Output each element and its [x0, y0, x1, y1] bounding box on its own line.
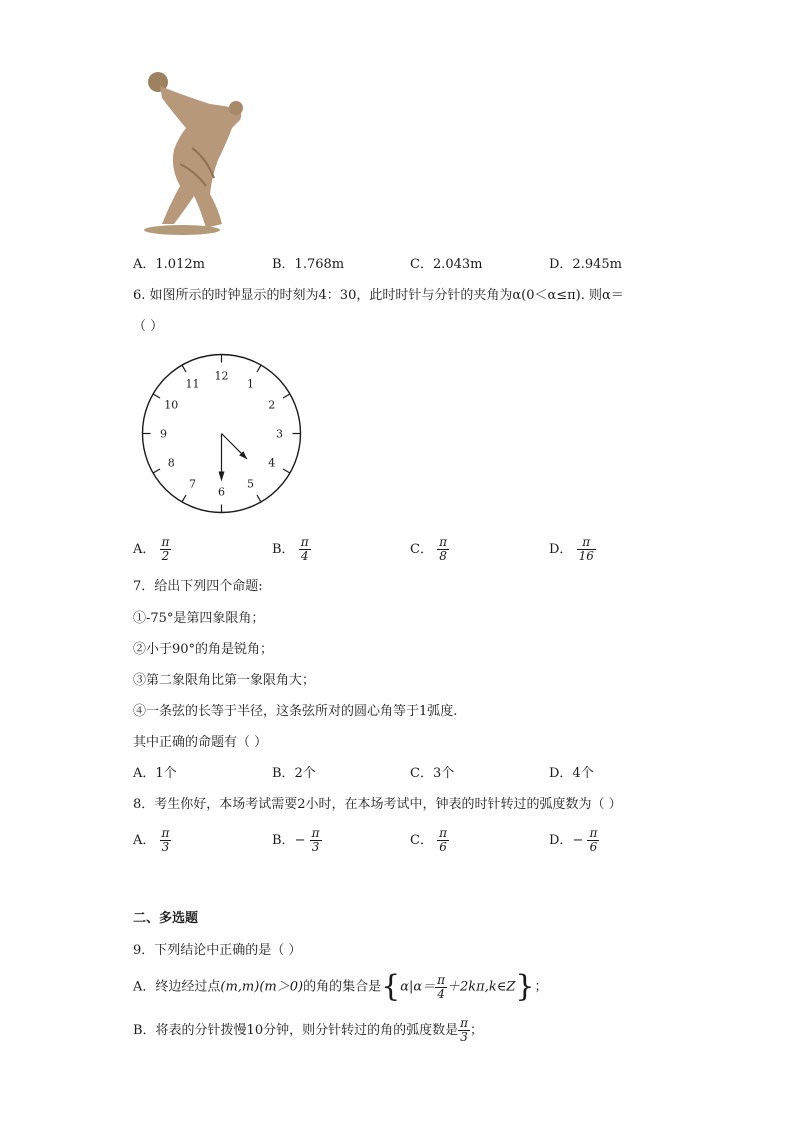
q7-option-d[interactable]: D．4个 — [549, 766, 594, 781]
q7-question: 其中正确的命题有（ ） — [133, 735, 268, 750]
numerator: π — [300, 535, 309, 549]
denominator: 4 — [437, 986, 445, 1001]
denominator: 16 — [578, 549, 594, 563]
right-brace: } — [515, 969, 535, 1004]
q7-stem: 7．给出下列四个命题: — [133, 579, 263, 594]
q7-item-3: ③第二象限角比第一象限角大； — [133, 673, 316, 688]
q8-stem: 8．考生你好，本场考试需要2小时，在本场考试中，钟表的时针转过的弧度数为（ ） — [133, 797, 622, 812]
numerator: π — [589, 826, 598, 840]
q6-option-b-label: B． — [272, 542, 295, 557]
clock-number: 10 — [164, 398, 179, 412]
q6-option-d-label: D． — [549, 542, 573, 557]
clock-number: 7 — [189, 477, 196, 491]
q9-a-set-rhs: ＋2kπ,k∈Z — [447, 979, 516, 995]
q6-option-d[interactable] — [549, 536, 596, 563]
q8-option-c-label: C． — [410, 833, 433, 848]
q7-item-1: ①-75°是第四象限角； — [133, 611, 265, 626]
q5-option-b[interactable]: B．1.768m — [272, 257, 345, 272]
numerator: π — [577, 536, 596, 550]
q9-b-end: ； — [470, 1023, 484, 1038]
q9-option-a[interactable] — [133, 969, 548, 1004]
q9-b-fraction — [458, 1017, 470, 1044]
denominator: 6 — [589, 840, 598, 854]
left-brace: { — [381, 969, 401, 1004]
q9-stem: 9．下列结论中正确的是（ ） — [133, 943, 302, 958]
numerator: π — [437, 972, 446, 987]
numerator: π — [439, 535, 447, 549]
numerator: π — [161, 826, 170, 840]
denominator: 8 — [439, 549, 447, 563]
section-title-multiple-choice: 二、多选题 — [133, 911, 199, 926]
clock-number: 6 — [218, 485, 225, 499]
denominator: 3 — [311, 840, 320, 854]
sign: − — [294, 833, 306, 848]
q9-b-text: B．将表的分针拨慢10分钟，则分针转过的角的弧度数是 — [133, 1023, 459, 1038]
clock-number: 9 — [160, 427, 167, 441]
q6-option-c-label: C． — [410, 542, 433, 557]
q6-option-a[interactable] — [133, 536, 171, 563]
q7-item-2: ②小于90°的角是锐角； — [133, 642, 274, 657]
q8-option-b[interactable] — [272, 827, 322, 854]
clock-number: 1 — [247, 377, 254, 391]
numerator: π — [460, 1016, 468, 1030]
denominator: 6 — [439, 840, 447, 854]
q7-item-4: ④一条弦的长等于半径，这条弦所对的圆心角等于1弧度. — [133, 704, 458, 719]
discobolus-statue-image — [140, 68, 252, 236]
q8-option-a-fraction — [160, 827, 172, 854]
q8-option-b-label: B． — [272, 833, 295, 848]
denominator: 3 — [460, 1030, 468, 1044]
q9-a-text2: 的角的集合是 — [303, 979, 382, 995]
q5-option-c[interactable]: C．2.043m — [410, 257, 483, 272]
denominator: 2 — [161, 549, 170, 563]
q9-a-end: ； — [534, 979, 548, 995]
clock-figure — [140, 352, 303, 515]
q7-option-b[interactable]: B．2个 — [272, 766, 316, 781]
q9-a-point: (m,m)(m＞0) — [220, 979, 304, 995]
q8-option-b-fraction — [310, 827, 322, 854]
q9-a-set-lhs: α|α＝ — [400, 979, 436, 995]
q6-option-b-fraction — [299, 536, 311, 563]
q6-option-b[interactable] — [272, 536, 311, 563]
sign: − — [572, 833, 584, 848]
q5-option-d[interactable]: D．2.945m — [549, 257, 622, 272]
q6-paren: （ ） — [133, 319, 164, 334]
numerator: π — [311, 826, 320, 840]
q9-a-text: A．终边经过点 — [133, 979, 221, 995]
clock-number: 12 — [214, 369, 229, 383]
clock-number: 2 — [268, 398, 276, 412]
q8-option-d-label: D． — [549, 833, 573, 848]
q8-option-c[interactable] — [410, 827, 449, 854]
q7-option-c[interactable]: C．3个 — [410, 766, 455, 781]
q6-option-a-label: A． — [133, 542, 156, 557]
q8-option-c-fraction — [437, 827, 449, 854]
denominator: 3 — [161, 840, 170, 854]
numerator: π — [439, 826, 447, 840]
q9-a-fraction — [435, 974, 447, 1001]
q8-option-d[interactable] — [549, 827, 599, 854]
q9-option-b[interactable] — [133, 1016, 483, 1046]
clock-number: 11 — [185, 377, 200, 391]
numerator: π — [161, 535, 170, 549]
clock-number: 3 — [276, 427, 283, 441]
q6-option-c[interactable] — [410, 536, 449, 563]
denominator: 4 — [300, 549, 309, 563]
clock-number: 5 — [247, 477, 254, 491]
clock-number: 4 — [268, 456, 276, 470]
q6-stem: 6. 如图所示的时钟显示的时刻为4：30，此时时针与分针的夹角为α(0＜α≤π). 则α＝ — [133, 288, 624, 303]
q6-option-d-fraction — [577, 536, 596, 563]
q5-option-a[interactable]: A．1.012m — [133, 257, 205, 272]
q8-option-a-label: A． — [133, 833, 156, 848]
q6-option-c-fraction — [437, 536, 449, 563]
q6-option-a-fraction — [160, 536, 172, 563]
q7-option-a[interactable]: A．1个 — [133, 766, 177, 781]
q8-option-d-fraction — [587, 827, 599, 854]
q8-option-a[interactable] — [133, 827, 171, 854]
clock-number: 8 — [167, 456, 175, 470]
